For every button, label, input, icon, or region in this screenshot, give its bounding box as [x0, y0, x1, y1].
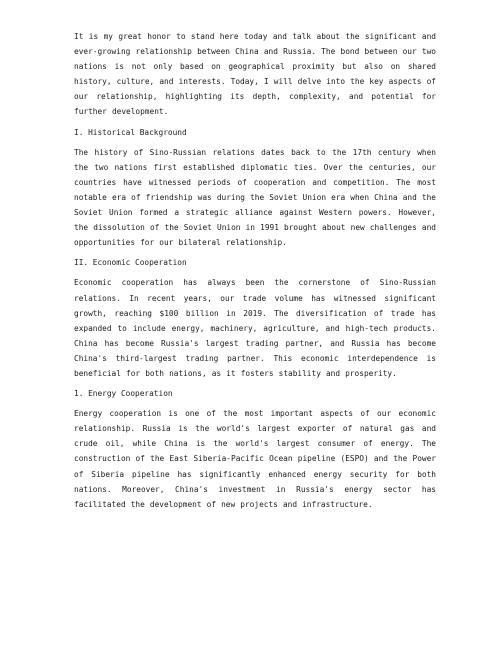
- section-heading-historical-background: I. Historical Background: [74, 127, 187, 137]
- section-body-economic-cooperation: Economic cooperation has always been the cornerstone of Sino-Russian relations. In recent years, our trade volume has witnessed significant growth, reaching $100 billion in 2019. The diversification of trade has expanded to include energy, machinery, agriculture, and high-tech products. China has become Russia's largest trading partner, and Russia has become China's third-largest trading partner. This economic interdependence is beneficial for both nations, as it fosters stability and prosperity.: [74, 278, 436, 378]
- intro-paragraph: It is my great honor to stand here today and talk about the significant and ever-growing relationship between China and Russia. The bond between our two nations is not only based on geographical proximity but also on shared history, culture, and interests. Today, I will delve into the key aspects of our relationship, highlighting its depth, complexity, and potential for further development.: [74, 32, 436, 117]
- section-body-historical-background: The history of Sino-Russian relations dates back to the 17th century when the two nations first established diplomatic ties. Over the centuries, our countries have witnessed periods of cooperation and competition. The most notable era of friendship was during the Soviet Union era when China and the Soviet Union formed a strategic alliance against Western powers. However, the dissolution of the Soviet Union in 1991 brought about new challenges and opportunities for our bilateral relationship.: [74, 147, 436, 248]
- section-heading-economic-cooperation: II. Economic Cooperation: [74, 258, 187, 268]
- document-page: [74, 29, 436, 517]
- section-heading-energy-cooperation: 1. Energy Cooperation: [74, 389, 173, 399]
- section-body-energy-cooperation: Energy cooperation is one of the most important aspects of our economic relationship. Russia is the world's largest exporter of natural gas and crude oil, while China is the world's largest consumer of energy. The construction of the East Siberia-Pacific Ocean pipeline (ESPO) and the Power of Siberia pipeline has significantly enhanced energy security for both nations. Moreover, China's investment in Russia's energy sector has facilitated the development of new projects and infrastructure.: [74, 409, 436, 509]
